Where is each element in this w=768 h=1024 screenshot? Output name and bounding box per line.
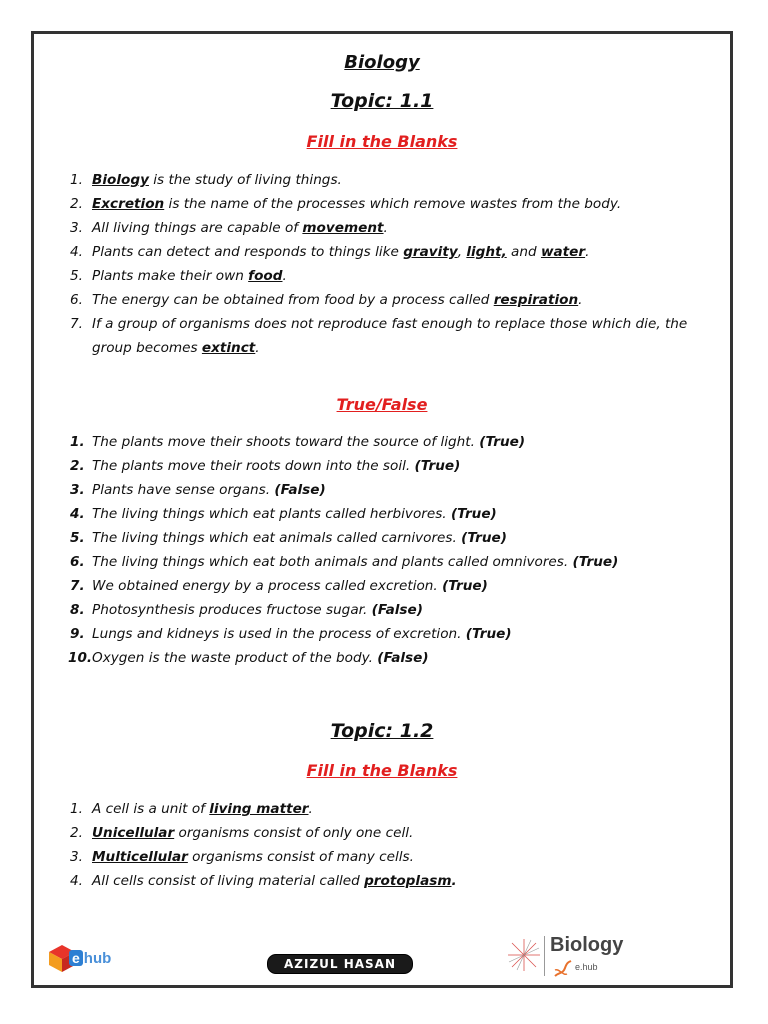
- item-number: 2.: [70, 458, 85, 474]
- list-item: [34, 168, 730, 192]
- document-page: [31, 31, 733, 988]
- item-text: The plants move their roots down into the soil.: [92, 458, 415, 474]
- fill-blanks-list-2: [34, 797, 730, 893]
- item-number: 10.: [68, 650, 93, 666]
- biology-logo-subtitle: e.hub: [575, 962, 598, 972]
- item-number: 3.: [70, 482, 85, 498]
- list-item: [34, 454, 730, 478]
- ehub-logo-hub: hub: [83, 950, 112, 967]
- item-text: and: [506, 244, 541, 260]
- dna-icon: [553, 960, 573, 978]
- section-heading-fill-blanks-1: Fill in the Blanks: [306, 132, 458, 151]
- answer-label: (True): [572, 554, 619, 570]
- item-text: All living things are capable of: [92, 220, 303, 236]
- item-number: 6.: [70, 292, 83, 308]
- item-text: All cells consist of living material called: [92, 873, 365, 889]
- item-number: 3.: [70, 849, 83, 865]
- list-item: [34, 216, 730, 240]
- true-false-list: [34, 430, 730, 670]
- item-number: 4.: [70, 873, 83, 889]
- answer-term: protoplasm: [364, 873, 452, 889]
- answer-term: Unicellular: [92, 825, 175, 841]
- answer-term: living matter: [209, 801, 309, 817]
- answer-term: Multicellular: [92, 849, 188, 865]
- item-number: 2.: [70, 196, 83, 212]
- list-item: [34, 478, 730, 502]
- list-item: [34, 646, 730, 670]
- item-number: 8.: [70, 602, 85, 618]
- list-item: [34, 622, 730, 646]
- item-text: Photosynthesis produces fructose sugar.: [92, 602, 372, 618]
- topic-heading-2: Topic: 1.2: [330, 720, 434, 742]
- list-item: [34, 845, 730, 869]
- item-number: 5.: [70, 530, 85, 546]
- list-item: [34, 797, 730, 821]
- list-item: [34, 574, 730, 598]
- biology-logo-title: Biology: [550, 934, 624, 956]
- answer-label: (True): [465, 626, 512, 642]
- item-text: .: [383, 220, 388, 236]
- answer-term: water: [540, 244, 586, 260]
- item-number: 1.: [70, 172, 83, 188]
- list-item: [34, 526, 730, 550]
- answer-label: (True): [450, 506, 497, 522]
- item-text: .: [255, 340, 260, 356]
- item-text: The energy can be obtained from food by a process called: [92, 292, 494, 308]
- answer-label: (True): [479, 434, 526, 450]
- item-text: .: [451, 873, 457, 889]
- item-number: 4.: [70, 244, 83, 260]
- item-text: If a group of organisms does not reproduce fast enough to replace those which die, the group becomes: [92, 316, 688, 356]
- item-number: 6.: [70, 554, 85, 570]
- item-text: The living things which eat plants called herbivores.: [92, 506, 451, 522]
- list-item: [34, 598, 730, 622]
- item-text: is the study of living things.: [148, 172, 342, 188]
- item-number: 4.: [70, 506, 85, 522]
- topic-heading-1: Topic: 1.1: [330, 90, 434, 112]
- starburst-icon: [507, 938, 541, 972]
- item-text: Plants have sense organs.: [92, 482, 275, 498]
- answer-label: (True): [442, 578, 488, 594]
- biology-ehub-logo: [507, 932, 647, 980]
- item-text: ,: [457, 244, 467, 260]
- item-number: 7.: [70, 578, 85, 594]
- item-text: A cell is a unit of: [92, 801, 210, 817]
- item-text: The living things which eat animals called carnivores.: [92, 530, 462, 546]
- answer-label: (False): [274, 482, 326, 498]
- answer-term: respiration: [493, 292, 579, 308]
- item-number: 9.: [70, 626, 85, 642]
- item-text: The plants move their shoots toward the source of light.: [92, 434, 480, 450]
- list-item: [34, 430, 730, 454]
- answer-term: movement: [302, 220, 384, 236]
- list-item: [34, 821, 730, 845]
- ehub-logo-text: [69, 950, 111, 967]
- answer-label: (False): [371, 602, 423, 618]
- author-badge: AZIZUL HASAN: [267, 954, 413, 974]
- answer-term: food: [248, 268, 283, 284]
- document-title: Biology: [344, 52, 420, 73]
- answer-term: Biology: [92, 172, 149, 188]
- list-item: [34, 240, 730, 264]
- logo-divider: [544, 936, 545, 976]
- item-number: 2.: [70, 825, 83, 841]
- item-number: 3.: [70, 220, 83, 236]
- item-text: .: [282, 268, 287, 284]
- item-text: The living things which eat both animals and plants called omnivores.: [92, 554, 573, 570]
- list-item: [34, 264, 730, 288]
- answer-label: (True): [461, 530, 507, 546]
- item-number: 7.: [70, 316, 83, 332]
- item-text: organisms consist of many cells.: [187, 849, 414, 865]
- item-text: is the name of the processes which remove wastes from the body.: [164, 196, 622, 212]
- answer-term: extinct: [201, 340, 256, 356]
- item-text: Oxygen is the waste product of the body.: [92, 650, 378, 666]
- fill-blanks-list-1: [34, 168, 730, 360]
- answer-label: (True): [414, 458, 461, 474]
- section-heading-true-false: True/False: [336, 395, 428, 414]
- item-number: 1.: [70, 801, 83, 817]
- item-text: .: [308, 801, 313, 817]
- item-text: Plants can detect and responds to things like: [92, 244, 404, 260]
- answer-label: (False): [377, 650, 429, 666]
- section-heading-fill-blanks-2: Fill in the Blanks: [306, 761, 458, 780]
- ehub-logo-e: e: [69, 950, 83, 966]
- item-text: Lungs and kidneys is used in the process of excretion.: [92, 626, 466, 642]
- item-number: 5.: [70, 268, 83, 284]
- list-item: [34, 502, 730, 526]
- list-item: [34, 869, 730, 893]
- list-item: [34, 312, 730, 360]
- item-text: .: [585, 244, 590, 260]
- list-item: [34, 288, 730, 312]
- item-number: 1.: [70, 434, 85, 450]
- item-text: organisms consist of only one cell.: [174, 825, 414, 841]
- item-text: .: [578, 292, 583, 308]
- answer-term: Excretion: [92, 196, 165, 212]
- ehub-logo: [47, 939, 137, 979]
- item-text: We obtained energy by a process called excretion.: [92, 578, 443, 594]
- answer-term: gravity: [403, 244, 458, 260]
- list-item: [34, 192, 730, 216]
- list-item: [34, 550, 730, 574]
- item-text: Plants make their own: [92, 268, 249, 284]
- answer-term: light,: [466, 244, 507, 260]
